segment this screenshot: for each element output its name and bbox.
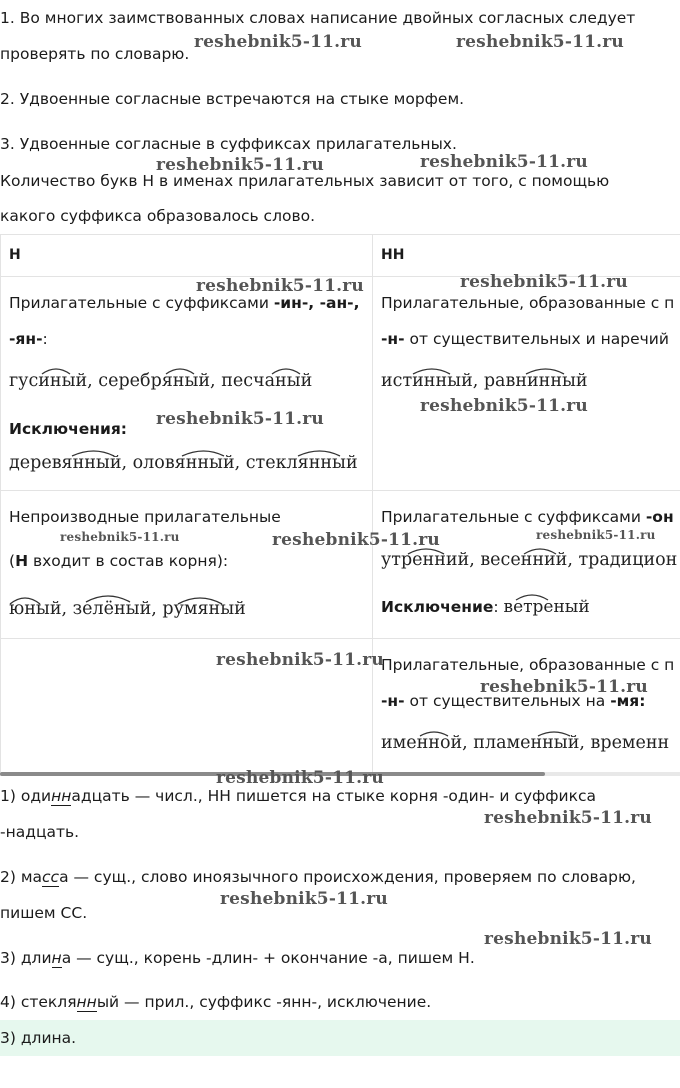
row2-right-exception-colon: : <box>493 598 504 616</box>
watermark: reshebnik5-11.ru <box>196 276 364 296</box>
answer-1-line-2: -надцать. <box>0 823 80 841</box>
answer-4-rest: ый — прил., суффикс -янн-, исключение. <box>96 993 432 1011</box>
row2-left-paren: ( <box>9 552 16 570</box>
watermark: reshebnik5-11.ru <box>420 152 588 172</box>
watermark: reshebnik5-11.ru <box>456 32 624 52</box>
row1-left-text: Прилагательные с суффиксами <box>9 294 274 312</box>
answer-1-letters: нн <box>51 787 72 805</box>
answer-2-start: 2) ма <box>0 868 43 886</box>
answer-4 <box>0 984 431 1020</box>
answer-2-rest: а — сущ., слово иноязычного происхождения, проверяем по словарю, <box>59 868 636 886</box>
row1-left-suffix-yan: -ян- <box>9 330 43 348</box>
row1-right-rule-b <box>381 328 669 350</box>
row1-left-examples: гусиный, серебряный, песчаный <box>9 371 313 391</box>
row1-right-suffix: -н- <box>381 330 405 348</box>
intro-line-1b: проверять по словарю. <box>0 45 190 63</box>
row2-left-rule-a: Непроизводные прилагательные <box>9 508 281 526</box>
row2-left-text: входит в состав корня): <box>28 552 229 570</box>
watermark: reshebnik5-11.ru <box>60 530 180 544</box>
watermark: reshebnik5-11.ru <box>484 929 652 949</box>
answer-2-letters: сс <box>42 868 60 886</box>
row2-left-examples: юный, зелёный, румяный <box>9 599 246 619</box>
watermark: reshebnik5-11.ru <box>480 677 648 697</box>
table-border-top <box>0 234 680 235</box>
watermark: reshebnik5-11.ru <box>484 808 652 828</box>
row2-right-text: Прилагательные с суффиксами <box>381 508 646 526</box>
row2-left-letter: Н <box>15 552 29 570</box>
answer-4-start: 4) стекля <box>0 993 77 1011</box>
row2-right-examples: утренний, весенний, традицион <box>381 550 678 570</box>
row3-right-text: от существительных на <box>404 692 611 710</box>
answer-2-line-2: пишем СС. <box>0 904 88 922</box>
row3-right-examples: именной, пламенный, временн <box>381 733 670 753</box>
row3-right-suffix-mya: -мя: <box>610 692 646 710</box>
answer-4-letters: нн <box>76 993 97 1011</box>
watermark: reshebnik5-11.ru <box>216 768 384 788</box>
watermark: reshebnik5-11.ru <box>536 528 656 542</box>
table-row-divider-2 <box>0 638 680 639</box>
answer-3-start: 3) дли <box>0 949 52 967</box>
row2-right-exception-word: ветреный <box>503 597 590 617</box>
row1-left-rule-b <box>9 328 48 350</box>
answer-3 <box>0 940 475 976</box>
table-column-divider <box>372 234 373 772</box>
answer-3-letters: н <box>51 949 62 967</box>
watermark: reshebnik5-11.ru <box>194 32 362 52</box>
table-header-nn: НН <box>381 247 405 263</box>
row3-right-suffix: -н- <box>381 692 405 710</box>
row1-right-rule-a: Прилагательные, образованные с п <box>381 294 675 312</box>
watermark: reshebnik5-11.ru <box>156 155 324 175</box>
watermark: reshebnik5-11.ru <box>272 530 440 550</box>
row1-left-suffixes: -ин-, -ан-, <box>273 294 360 312</box>
watermark: reshebnik5-11.ru <box>420 396 588 416</box>
intro-line-4: Количество букв Н в именах прилагательных зависит от того, с помощью <box>0 172 610 190</box>
table-header-n: Н <box>9 247 21 263</box>
watermark: reshebnik5-11.ru <box>220 889 388 909</box>
row1-left-exceptions: деревянный, оловянный, стеклянный <box>9 453 358 473</box>
row2-right-exception-label: Исключение <box>381 598 494 616</box>
row2-right-exception <box>381 596 590 618</box>
table-row-divider-1 <box>0 490 680 491</box>
final-answer-box <box>0 1020 680 1056</box>
watermark: reshebnik5-11.ru <box>216 650 384 670</box>
row2-right-suffix: -он <box>645 508 674 526</box>
row3-right-rule-a: Прилагательные, образованные с п <box>381 656 675 674</box>
intro-line-3: 3. Удвоенные согласные в суффиксах прилагательных. <box>0 135 457 153</box>
intro-line-4b: какого суффикса образовалось слово. <box>0 207 316 225</box>
intro-line-2: 2. Удвоенные согласные встречаются на стыке морфем. <box>0 90 465 108</box>
row1-right-examples: истинный, равнинный <box>381 371 588 391</box>
row2-left-rule-b <box>9 550 228 572</box>
answer-3-rest: а — сущ., корень -длин- + окончание -а, пишем Н. <box>61 949 475 967</box>
watermark: reshebnik5-11.ru <box>460 272 628 292</box>
row1-right-text: от существительных и наречий <box>404 330 669 348</box>
final-answer: 3) длина. <box>0 1029 77 1047</box>
intro-line-1: 1. Во многих заимствованных словах написание двойных согласных следует <box>0 9 636 27</box>
row1-left-exceptions-label: Исключения: <box>9 420 127 438</box>
row2-right-rule-a <box>381 506 674 528</box>
row1-left-colon: : <box>42 330 48 348</box>
table-border-left <box>0 234 1 772</box>
answer-1-rest: адцать — числ., НН пишется на стыке корня -один- и суффикса <box>71 787 596 805</box>
answer-1-start: 1) оди <box>0 787 52 805</box>
watermark: reshebnik5-11.ru <box>156 409 324 429</box>
